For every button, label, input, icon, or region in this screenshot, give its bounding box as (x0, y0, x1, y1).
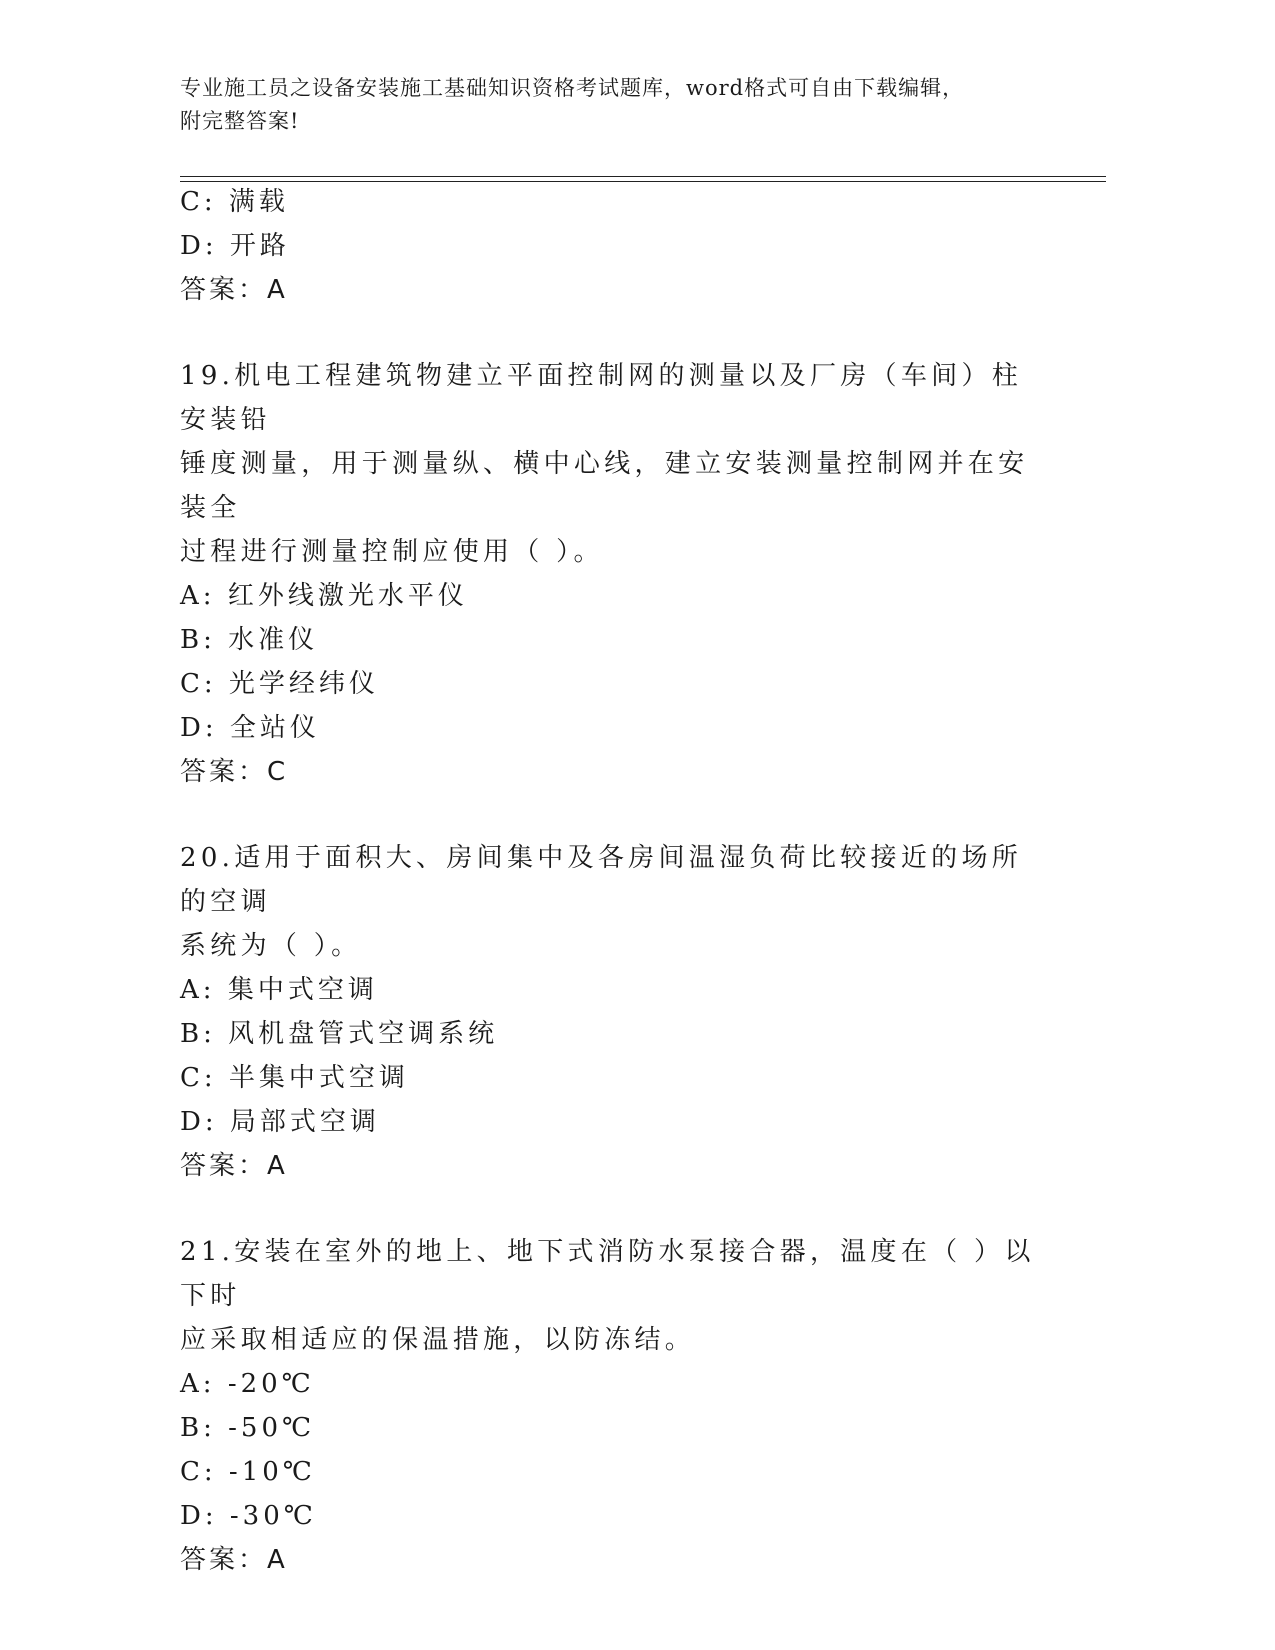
page-header (180, 72, 1080, 138)
option-text: 光学经纬仪 (228, 669, 379, 699)
header-title-line-2: 附完整答案! (180, 109, 300, 133)
option-letter: D: (180, 1107, 218, 1137)
option-b (180, 1406, 1040, 1450)
option-text: 红外线激光水平仪 (227, 581, 468, 611)
option-c (180, 1450, 1040, 1494)
question-list (180, 180, 1040, 1582)
question-20 (180, 836, 1040, 1188)
option-text: 集中式空调 (227, 975, 378, 1005)
option-c (180, 662, 1040, 706)
option-text: 风机盘管式空调系统 (228, 1019, 499, 1049)
answer-line: 答案：C (180, 757, 289, 787)
option-letter: D: (180, 231, 218, 261)
option-text: 局部式空调 (229, 1107, 380, 1137)
spacer (180, 312, 1040, 354)
option-text: -30℃ (229, 1501, 317, 1531)
option-b (180, 1012, 1040, 1056)
option-letter: B: (180, 1413, 216, 1443)
option-letter: A: (180, 581, 216, 611)
option-b (180, 618, 1040, 662)
question-19 (180, 354, 1040, 794)
prev-question (180, 180, 1040, 312)
question-stem (180, 836, 1040, 968)
option-letter: C: (180, 1063, 217, 1093)
question-stem (180, 354, 1040, 574)
stem-line: 过程进行测量控制应使用（ ）。 (180, 537, 604, 567)
option-text: -10℃ (228, 1457, 316, 1487)
stem-line: 应采取相适应的保温措施，以防冻结。 (180, 1325, 696, 1355)
option-a (180, 968, 1040, 1012)
answer-line: 答案：A (180, 1545, 288, 1575)
option-d (180, 1100, 1040, 1144)
stem-line: 21.安装在室外的地上、地下式消防水泵接合器，温度在（ ）以下时 (180, 1237, 1035, 1311)
stem-line: 系统为（ ）。 (180, 931, 362, 961)
option-d (180, 224, 1040, 268)
option-letter: C: (180, 1457, 217, 1487)
option-letter: D: (180, 713, 218, 743)
option-d (180, 706, 1040, 750)
stem-line: 19.机电工程建筑物建立平面控制网的测量以及厂房（车间）柱安装铅 (180, 361, 1023, 435)
answer-line: 答案：A (180, 275, 288, 305)
option-letter: C: (180, 669, 217, 699)
question-21 (180, 1230, 1040, 1582)
option-d (180, 1494, 1040, 1538)
option-text: -50℃ (228, 1413, 316, 1443)
option-text: 满载 (228, 187, 289, 217)
header-title-line-1: 专业施工员之设备安装施工基础知识资格考试题库，word格式可自由下载编辑， (180, 76, 965, 100)
option-text: 开路 (229, 231, 290, 261)
option-letter: C: (180, 187, 217, 217)
option-letter: D: (180, 1501, 218, 1531)
stem-line: 锤度测量，用于测量纵、横中心线，建立安装测量控制网并在安装全 (180, 449, 1029, 523)
option-a (180, 1362, 1040, 1406)
option-letter: A: (180, 975, 216, 1005)
option-c (180, 1056, 1040, 1100)
stem-line: 20.适用于面积大、房间集中及各房间温湿负荷比较接近的场所的空调 (180, 843, 1023, 917)
option-letter: B: (180, 625, 216, 655)
option-text: -20℃ (227, 1369, 315, 1399)
option-letter: A: (180, 1369, 216, 1399)
option-text: 全站仪 (229, 713, 320, 743)
option-text: 半集中式空调 (228, 1063, 409, 1093)
option-text: 水准仪 (228, 625, 319, 655)
option-c (180, 180, 1040, 224)
spacer (180, 794, 1040, 836)
answer-line: 答案：A (180, 1151, 288, 1181)
question-stem (180, 1230, 1040, 1362)
option-a (180, 574, 1040, 618)
option-letter: B: (180, 1019, 216, 1049)
spacer (180, 1188, 1040, 1230)
